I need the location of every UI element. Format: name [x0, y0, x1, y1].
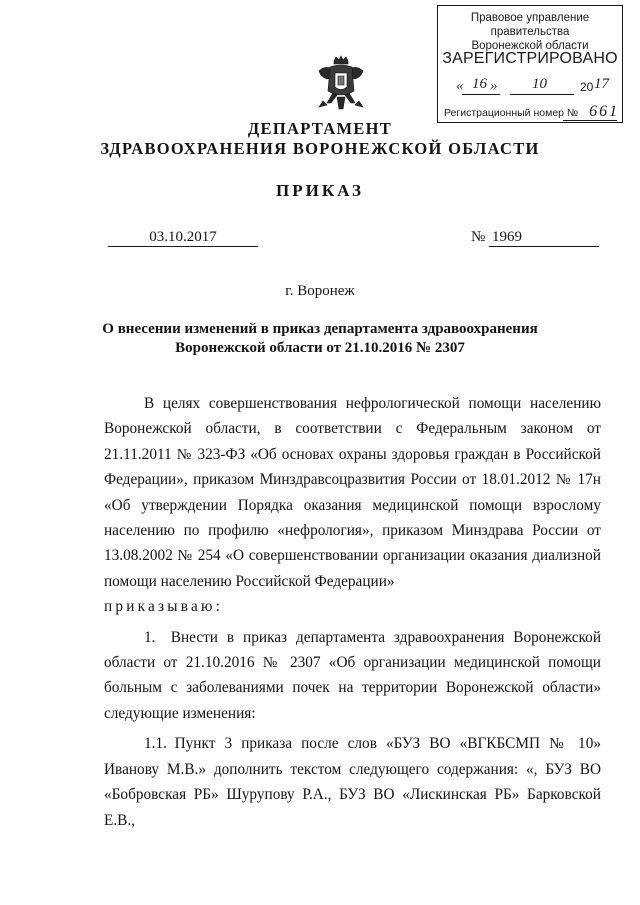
document-date: 03.10.2017 — [149, 229, 217, 245]
stamp-registration-number: 661 — [589, 103, 620, 120]
item-1-1-paragraph: 1.1. Пункт 3 приказа после слов «БУЗ ВО «ВГКБСМП № 10» Иванову М.В.» дополнить текстом следующего содержания: «, БУЗ ВО «Бобровская РБ» Шурупову Р.А., БУЗ ВО «Лискинская РБ» Барковской Е.В., — [104, 735, 601, 829]
coat-of-arms-icon — [315, 55, 367, 113]
stamp-day-line — [462, 94, 500, 95]
stamp-date-year-prefix: 20 — [580, 80, 594, 94]
stamp-registration-label: Регистрационный номер № — [444, 107, 579, 119]
document-number: 1969 — [492, 229, 522, 245]
stamp-status: ЗАРЕГИСТРИРОВАНО — [442, 50, 618, 67]
document-type-title: ПРИКАЗ — [276, 181, 364, 200]
stamp-organization — [438, 11, 622, 53]
item-1-paragraph: 1. Внести в приказ департамента здравоохранения Воронежской области от 21.10.2016 № 2307 «Об организации медицинской помощи больным с заболеваниями почек на территории Воронежской области» следующие изменения: — [104, 628, 601, 722]
preamble-paragraph: В целях совершенствования нефрологической помощи населению Воронежской области, в соответствии с Федеральным законом от 21.11.2011 № 323-ФЗ «Об основах охраны здоровья граждан в Российской Федерации», приказом Минздравсоцразвития России от 18.01.2012 № 17н «Об утверждении Порядка оказания медицинской помощи взрослому населению по профилю «нефрология», приказом Минздрава России от 13.08.2002 № 254 «О совершенствовании организации оказания диализной помощи населению Российской Федерации» — [104, 395, 601, 590]
department-name — [0, 119, 640, 159]
stamp-date-open-quote: « — [456, 78, 464, 94]
document-subject-line2: Воронежской области от 21.10.2016 № 2307 — [175, 340, 465, 356]
stamp-organization-line2: Воронежской области — [471, 40, 589, 52]
stamp-date — [448, 78, 618, 98]
date-underline — [108, 246, 258, 247]
document-subject-line1: О внесении изменений в приказ департамента здравоохранения — [102, 321, 538, 337]
document-body — [104, 391, 601, 833]
document-number-label: № — [471, 229, 486, 245]
city: г. Воронеж — [285, 283, 355, 299]
stamp-date-month: 10 — [532, 76, 547, 92]
stamp-month-line — [510, 94, 574, 95]
stamp-date-day: 16 — [472, 76, 487, 92]
department-name-line1: ДЕПАРТАМЕНТ — [247, 119, 393, 138]
stamp-date-year-suffix: 17 — [594, 76, 609, 92]
registration-stamp — [437, 5, 623, 123]
number-underline — [489, 246, 599, 247]
document-subject — [0, 320, 640, 358]
order-word: приказываю: — [104, 598, 224, 616]
department-name-line2: ЗДРАВООХРАНЕНИЯ ВОРОНЕЖСКОЙ ОБЛАСТИ — [100, 139, 540, 158]
stamp-date-close-quote: » — [490, 78, 498, 94]
stamp-organization-line1: Правовое управление правительства — [470, 12, 590, 38]
